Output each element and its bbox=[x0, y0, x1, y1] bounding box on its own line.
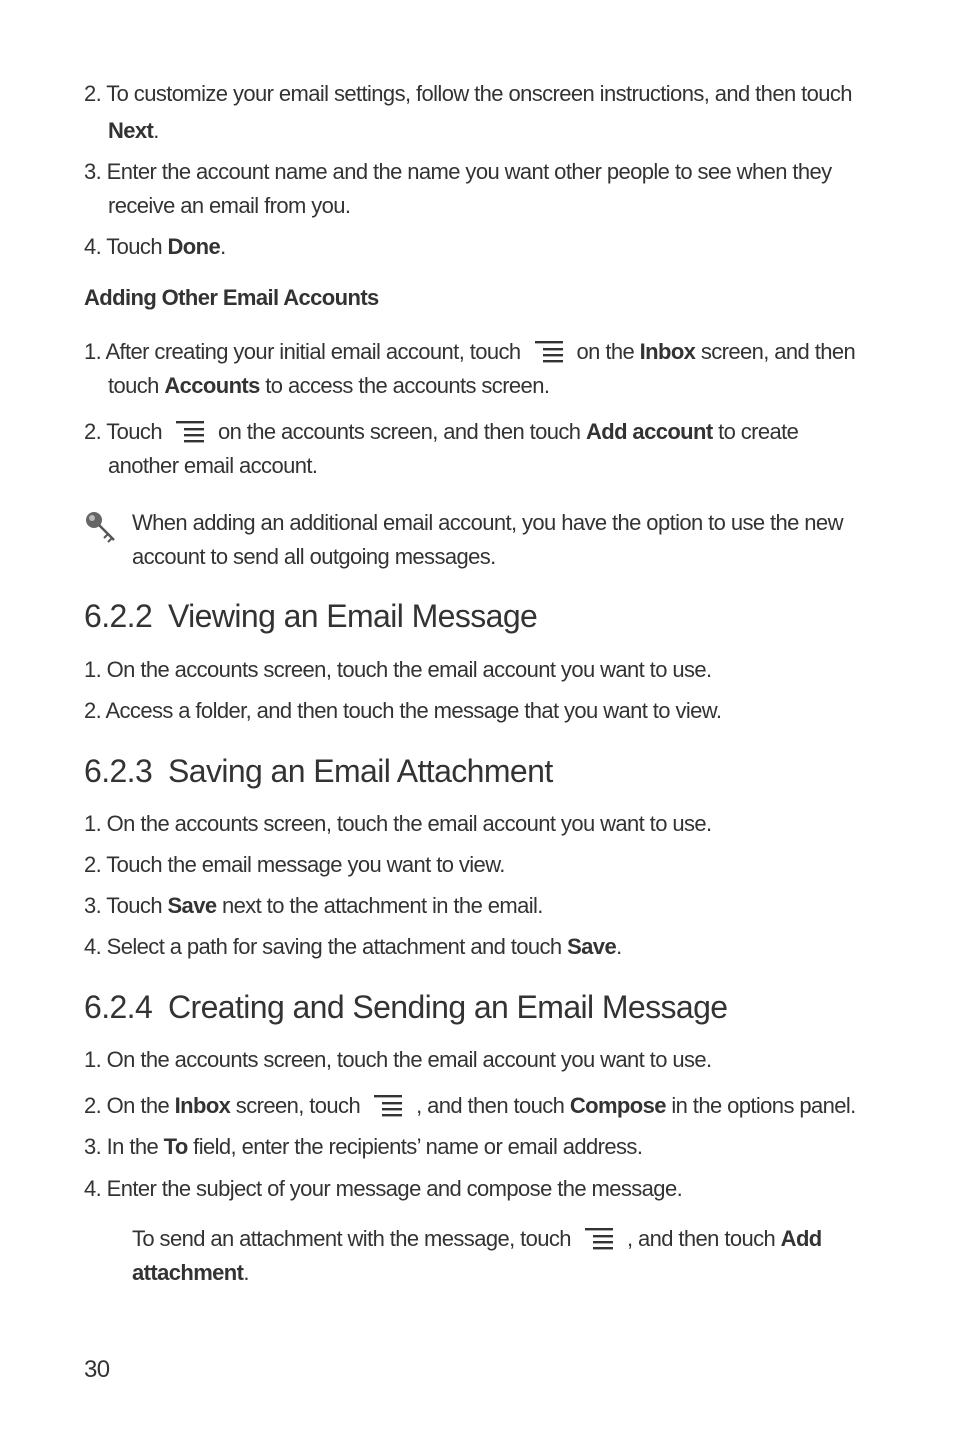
step-text: 1. On the accounts screen, touch the email account you want to use. bbox=[84, 657, 712, 682]
creating-step-1 bbox=[84, 1046, 712, 1074]
section-number: 6.2.4 bbox=[84, 989, 153, 1025]
adding-step-2-cont bbox=[108, 452, 317, 480]
step-text: , and then touch bbox=[416, 1093, 570, 1118]
adding-step-2 bbox=[84, 418, 798, 446]
step-2-customize bbox=[84, 80, 852, 108]
bold-inbox: Inbox bbox=[639, 339, 696, 364]
section-title: Viewing an Email Message bbox=[168, 598, 538, 634]
note-line: account to send all outgoing messages. bbox=[132, 544, 496, 569]
section-heading-viewing bbox=[84, 598, 537, 635]
adding-step-1 bbox=[84, 338, 855, 366]
step-text: 4. Select a path for saving the attachment and touch bbox=[84, 934, 568, 959]
section-number: 6.2.2 bbox=[84, 598, 153, 634]
attachment-instruction-cont bbox=[132, 1259, 249, 1287]
bold-to: To bbox=[163, 1134, 188, 1159]
section-title: Saving an Email Attachment bbox=[168, 753, 553, 789]
step-text: 2. Access a folder, and then touch the message that you want to view. bbox=[84, 698, 722, 723]
bold-accounts: Accounts bbox=[164, 373, 260, 398]
step-text: on the accounts screen, and then touch bbox=[217, 419, 586, 444]
menu-icon bbox=[176, 419, 204, 443]
saving-step-3 bbox=[84, 892, 543, 920]
step-3-account-name bbox=[84, 158, 832, 186]
bold-attachment: attachment bbox=[132, 1260, 244, 1285]
step-text: . bbox=[153, 118, 159, 143]
step-text: 2. On the bbox=[84, 1093, 175, 1118]
step-text: receive an email from you. bbox=[108, 193, 351, 218]
step-4-touch-done bbox=[84, 233, 226, 261]
saving-step-1 bbox=[84, 810, 712, 838]
step-text: 3. Enter the account name and the name you want other people to see when they bbox=[84, 159, 832, 184]
step-text: 1. On the accounts screen, touch the email account you want to use. bbox=[84, 811, 712, 836]
step-text: 1. On the accounts screen, touch the email account you want to use. bbox=[84, 1047, 712, 1072]
note-text-cont bbox=[132, 543, 496, 571]
menu-icon bbox=[535, 339, 563, 363]
step-3-account-name-cont bbox=[108, 192, 350, 220]
step-text: . bbox=[616, 934, 622, 959]
bold-inbox: Inbox bbox=[174, 1093, 231, 1118]
menu-icon bbox=[374, 1093, 402, 1117]
step-text: 4. Enter the subject of your message and compose the message. bbox=[84, 1176, 683, 1201]
step-text: screen, and then bbox=[695, 339, 856, 364]
note-icon bbox=[84, 510, 120, 544]
creating-step-2 bbox=[84, 1092, 856, 1120]
creating-step-3 bbox=[84, 1133, 642, 1161]
bold-compose: Compose bbox=[569, 1093, 666, 1118]
step-text: another email account. bbox=[108, 453, 318, 478]
step-text: . bbox=[243, 1260, 249, 1285]
viewing-step-2 bbox=[84, 697, 721, 725]
attachment-instruction bbox=[132, 1225, 822, 1253]
adding-step-1-cont bbox=[108, 372, 549, 400]
step-text: 2. Touch bbox=[84, 419, 162, 444]
step-text: on the bbox=[576, 339, 640, 364]
step-text: next to the attachment in the email. bbox=[216, 893, 543, 918]
bold-save: Save bbox=[167, 893, 217, 918]
bold-add-account: Add account bbox=[585, 419, 713, 444]
subheading-adding-accounts: Adding Other Email Accounts bbox=[84, 285, 379, 310]
viewing-step-1 bbox=[84, 656, 712, 684]
step-text: screen, touch bbox=[230, 1093, 361, 1118]
step-text: 2. To customize your email settings, follow the onscreen instructions, and then touch bbox=[84, 81, 852, 106]
step-2-customize-cont bbox=[108, 117, 159, 145]
step-text: To send an attachment with the message, touch bbox=[132, 1226, 571, 1251]
saving-step-2 bbox=[84, 851, 505, 879]
section-heading-creating bbox=[84, 989, 728, 1026]
step-text: , and then touch bbox=[626, 1226, 781, 1251]
step-text: field, enter the recipients’ name or email address. bbox=[187, 1134, 643, 1159]
step-text: to access the accounts screen. bbox=[259, 373, 550, 398]
step-text: 2. Touch the email message you want to view. bbox=[84, 852, 505, 877]
menu-icon bbox=[585, 1226, 613, 1250]
step-text: touch bbox=[108, 373, 165, 398]
step-text: in the options panel. bbox=[665, 1093, 856, 1118]
step-text: . bbox=[220, 234, 226, 259]
page-number: 30 bbox=[84, 1356, 110, 1383]
step-text: 1. After creating your initial email account, touch bbox=[84, 339, 521, 364]
step-text: 3. In the bbox=[84, 1134, 164, 1159]
step-text: 4. Touch bbox=[84, 234, 168, 259]
section-number: 6.2.3 bbox=[84, 753, 153, 789]
step-text: to create bbox=[712, 419, 799, 444]
saving-step-4 bbox=[84, 933, 622, 961]
note-text bbox=[132, 509, 843, 537]
section-title: Creating and Sending an Email Message bbox=[168, 989, 728, 1025]
bold-save: Save bbox=[567, 934, 617, 959]
step-text: 3. Touch bbox=[84, 893, 168, 918]
creating-step-4 bbox=[84, 1175, 682, 1203]
note-line: When adding an additional email account, you have the option to use the new bbox=[132, 510, 843, 535]
bold-done: Done bbox=[167, 234, 221, 259]
bold-next: Next bbox=[108, 118, 154, 143]
bold-add: Add bbox=[780, 1226, 822, 1251]
section-heading-saving bbox=[84, 753, 553, 790]
